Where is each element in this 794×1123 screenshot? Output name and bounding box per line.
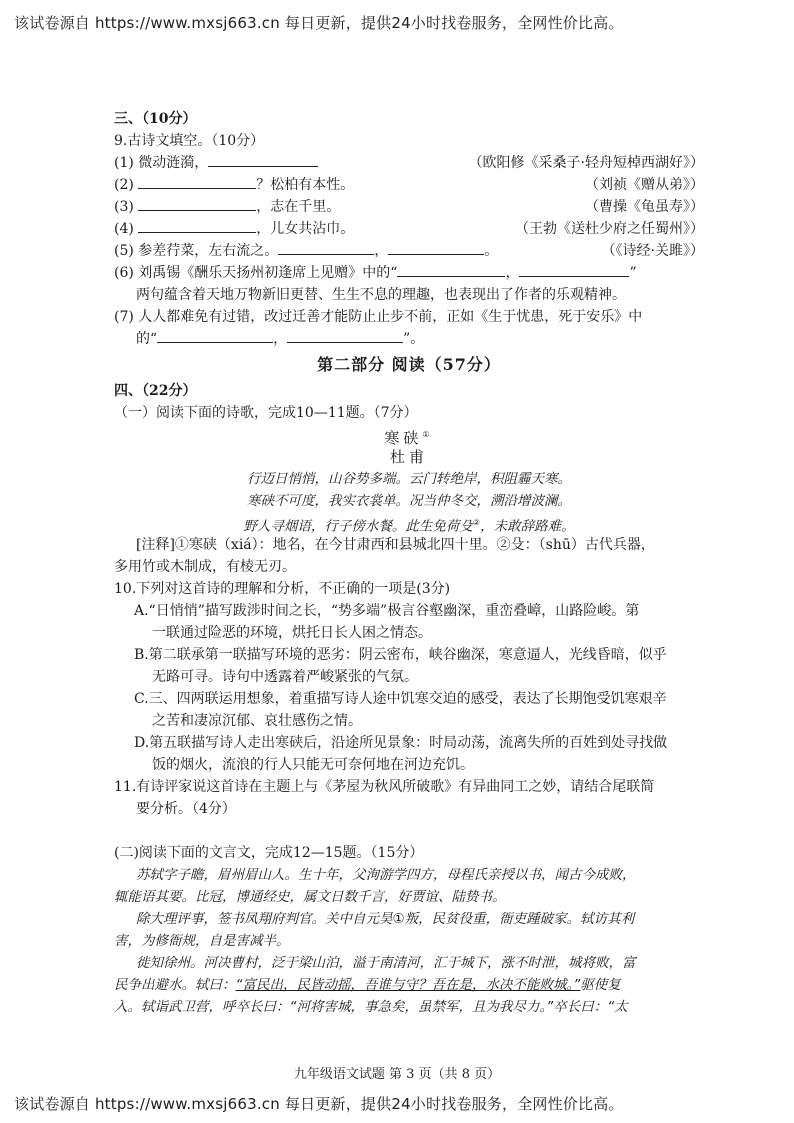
prose-line-2: 辄能语其要。比冠，博通经史，属文日数千言，好贾谊、陆贽书。 [114,889,506,905]
answer-blank[interactable] [138,196,256,211]
option-c[interactable]: C.三、四两联运用想象，着重描写诗人途中饥寒交迫的感受，表达了长期饱受饥寒艰辛 [134,691,667,707]
source-citation: （曹操《龟虽寿》） [585,199,704,215]
option-d[interactable]: D.第五联描写诗人走出寒硖后，沿途所见景象：时局动荡，流离失所的百姓到处寻找做 [134,735,668,751]
prose-line-4: 害，为修衙规，自是害减半。 [114,933,290,949]
fill-line-5: (5) 参差荇菜，左右流之。 ， 。 （《诗经·关雎》） [114,240,704,262]
answer-blank[interactable] [519,262,629,277]
exam-page [114,108,704,1018]
answer-blank[interactable] [208,152,318,167]
question-11-cont: 要分析。（4分） [136,801,236,817]
source-citation: （《诗经·关雎》） [601,243,704,259]
fill-line-6: (6) 刘禹锡《酬乐天扬州初逢席上见赠》中的“ ， ” [114,262,704,284]
top-banner: 该试卷源自 https://www.mxsj663.cn 每日更新，提供24小时找卷服务，全网性价比高。 [14,14,624,32]
fill-line-2: (2) ？松柏有本性。 （刘祯《赠从弟》） [114,174,704,196]
part-2-title: 第二部分 阅读（57分） [317,355,501,374]
spacer [114,820,704,842]
prose-line-6: 民争出避水。轼曰：“富民出，民皆动摇，吾谁与守？吾在是，水决不能败城。”驱使复 [114,977,621,993]
fill-line-7-cont: 的“ ， ”。 [114,328,704,350]
bottom-banner: 该试卷源自 https://www.mxsj663.cn 每日更新，提供24小时找卷服务，全网性价比高。 [14,1095,624,1113]
source-citation: （王勃《送杜少府之任蜀州》） [515,221,704,237]
option-b[interactable]: B.第二联承第一联描写环境的恶劣：阴云密布，峡谷幽深，寒意逼人，光线昏暗，似乎 [134,647,667,663]
fill-line-1: (1) 微动涟漪， （欧阳修《采桑子·轻舟短棹西湖好》） [114,152,704,174]
subsection-2-heading: (二)阅读下面的文言文，完成12—15题。（15分） [114,845,424,861]
prose-line-1: 苏轼字子瞻，眉州眉山人。生十年，父洵游学四方，母程氏亲授以书，闻古今成败， [136,867,636,883]
underlined-quote: “富民出，民皆动摇，吾谁与守？吾在是，水决不能败城。” [235,977,581,993]
option-b-cont: 无路可寻。诗句中透露着严峻紧张的气氛。 [152,669,418,685]
prose-line-7: 入。轼诣武卫营，呼卒长曰：“河将害城，事急矣，虽禁军，且为我尽力。”卒长曰：“太 [114,999,628,1015]
answer-blank[interactable] [278,240,374,255]
poem-line-1: 行迈日悄悄，山谷势多端。云门转绝岸，积阻霾天寒。 [247,471,571,487]
subsection-1-heading: （一）阅读下面的诗歌，完成10—11题。（7分） [114,405,418,421]
answer-blank[interactable] [138,174,256,189]
answer-blank[interactable] [287,328,403,343]
answer-blank[interactable] [157,328,273,343]
poem-note-cont: 多用竹或木制成，有棱无刃。 [114,559,296,575]
poem-author: 杜甫 [389,448,428,466]
prose-line-3: 除大理评事，签书凤翔府判官。关中自元昊①叛，民贫役重，衙吏踵破家。轼访其利 [136,911,635,927]
question-9: 9.古诗文填空。（10分） [114,133,265,149]
prose-line-5: 徙知徐州。河决曹村，泛于梁山泊，溢于南清河，汇于城下，涨不时泄，城将败，富 [136,955,636,971]
fill-line-4: (4) ，儿女共沾巾。 （王勃《送杜少府之任蜀州》） [114,218,704,240]
poem-line-3: 野人寻烟语，行子傍水餐。此生免荷殳②，未敢辞路难。 [243,518,575,535]
section-3-heading: 三、（10分） [114,111,197,127]
poem-note: [注释]①寒硖（xiá）：地名，在今甘肃西和县城北四十里。②殳：（shū）古代兵器， [136,537,655,553]
question-11: 11.有诗评家说这首诗在主题上与《茅屋为秋风所破歌》有异曲同工之妙，请结合尾联简 [114,779,655,795]
source-citation: （刘祯《赠从弟》） [585,177,704,193]
option-a[interactable]: A.“日悄悄”描写跋涉时间之长，“势多端”极言谷壑幽深，重峦叠嶂，山路险峻。第 [134,603,640,619]
answer-blank[interactable] [138,218,256,233]
fill-line-7: (7) 人人都难免有过错，改过迁善才能防止止步不前，正如《生于忧患，死于安乐》中 [114,309,643,325]
answer-blank[interactable] [397,262,505,277]
question-10: 10.下列对这首诗的理解和分析，不正确的一项是(3分) [114,581,451,597]
fill-line-3: (3) ，志在千里。 （曹操《龟虽寿》） [114,196,704,218]
section-4-heading: 四、（22分） [114,383,197,399]
answer-blank[interactable] [388,240,484,255]
poem-line-2: 寒硖不可度，我实衣裳单。况当仲冬交，溯沿增波澜。 [247,493,571,509]
source-citation: （欧阳修《采桑子·轻舟短棹西湖好》） [468,155,704,171]
page-footer: 九年级语文试题 第 3 页（共 8 页） [293,1067,501,1082]
option-c-cont: 之苦和凄凉沉郁、哀壮感伤之情。 [152,713,362,729]
poem-title: 寒硖① [384,429,434,447]
option-a-cont: 一联通过险恶的环境，烘托日长人困之情态。 [152,625,432,641]
option-d-cont: 饭的烟火，流浪的行人只能无可奈何地在河边充饥。 [152,757,474,773]
fill-line-6-cont: 两句蕴含着天地万物新旧更替、生生不息的理趣，也表现出了作者的乐观精神。 [136,287,626,303]
